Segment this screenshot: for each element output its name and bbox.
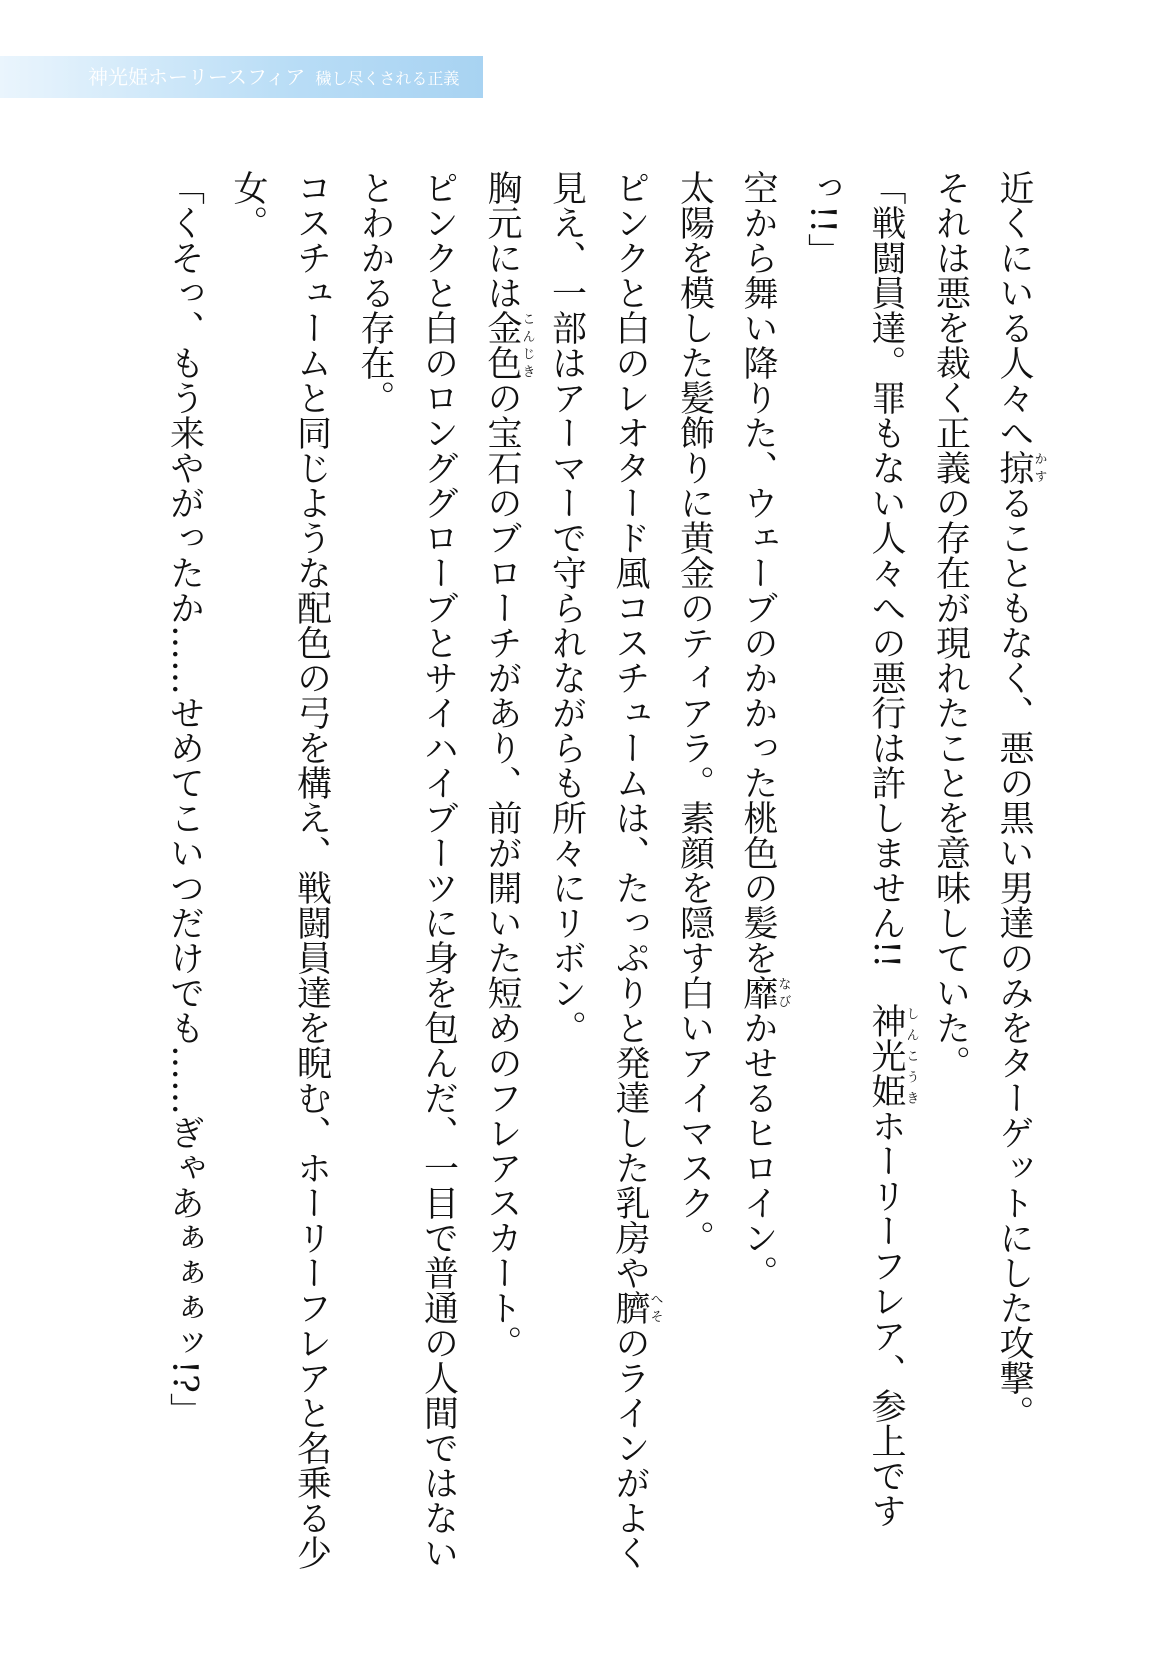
ruby-annotated-word [610, 1290, 663, 1325]
ruby-annotated-word [738, 975, 791, 1010]
book-title: 神光姫ホーリースフィア [88, 65, 306, 89]
paragraph [534, 170, 662, 1590]
text-run: 胸元には [482, 170, 522, 310]
text-run: 「くそっ、もう来やがったか……せめてこいつだけでも……ぎゃあぁぁぁッ!?」 [164, 170, 205, 1428]
running-header [88, 56, 459, 98]
text-run: コスチュームと同じような配色の弓を構え、戦闘員達を睨む、ホーリーフレアと名乗る少女。 [228, 170, 332, 1570]
paragraph [918, 170, 982, 1590]
paragraph [726, 170, 791, 1590]
text-run: かせるヒロイン。 [738, 1010, 778, 1290]
text-run: のラインがよく見え、一部はアーマーで守られながらも所々にリボン。 [546, 170, 650, 1570]
ruby-annotated-word [994, 450, 1047, 485]
text-run: の宝石のブローチがあり、前が開いた短めのフレアスカート。 [482, 380, 522, 1360]
furigana: こんじき [519, 310, 535, 380]
chapter-title: 穢し尽くされる正義 [315, 69, 460, 88]
ruby-base: 金色 [482, 310, 522, 380]
ruby-annotated-word [866, 1003, 919, 1109]
running-header-band [0, 56, 483, 98]
paragraph [152, 170, 216, 1590]
text-run: ピンクと白のロンググローブとサイハイブーツに身を包んだ、一目で普通の人間ではないとわかる存在。 [355, 170, 459, 1570]
paragraph [790, 170, 918, 1590]
ruby-annotated-word [482, 310, 535, 380]
vertical-body-text [152, 170, 1046, 1590]
text-run: ることもなく、悪の黒い男達のみをターゲットにした攻撃。 [994, 485, 1034, 1430]
text-run: ピンクと白のレオタード風コスチュームは、たっぷりと発達した乳房や [610, 170, 650, 1290]
furigana: なび [775, 975, 791, 1010]
ruby-base: 掠 [994, 450, 1034, 485]
furigana: へそ [647, 1290, 663, 1325]
paragraph [662, 170, 726, 1590]
text-run: 太陽を模した髪飾りに黄金のティアラ。素顔を隠す白いアイマスク。 [674, 170, 715, 1255]
text-run: 空から舞い降りた、ウェーブのかかった桃色の髪を [738, 170, 778, 975]
text-run: 近くにいる人々へ [994, 170, 1034, 450]
paragraph [982, 170, 1047, 1590]
furigana: かす [1031, 450, 1047, 485]
text-run: それは悪を裁く正義の存在が現れたことを意味していた。 [930, 170, 971, 1080]
ruby-base: 臍 [610, 1290, 650, 1325]
text-run: 「戦闘員達。罪もない人々への悪行は許しません!! [866, 170, 906, 1004]
ruby-base: 靡 [738, 975, 778, 1010]
ruby-base: 神光姫 [866, 1003, 906, 1109]
paragraph [216, 170, 343, 1590]
text-run: ホーリーフレア、参上ですっ!!」 [802, 170, 906, 1529]
paragraph [343, 170, 470, 1590]
paragraph [470, 170, 535, 1590]
furigana: しんこうき [903, 1003, 919, 1109]
